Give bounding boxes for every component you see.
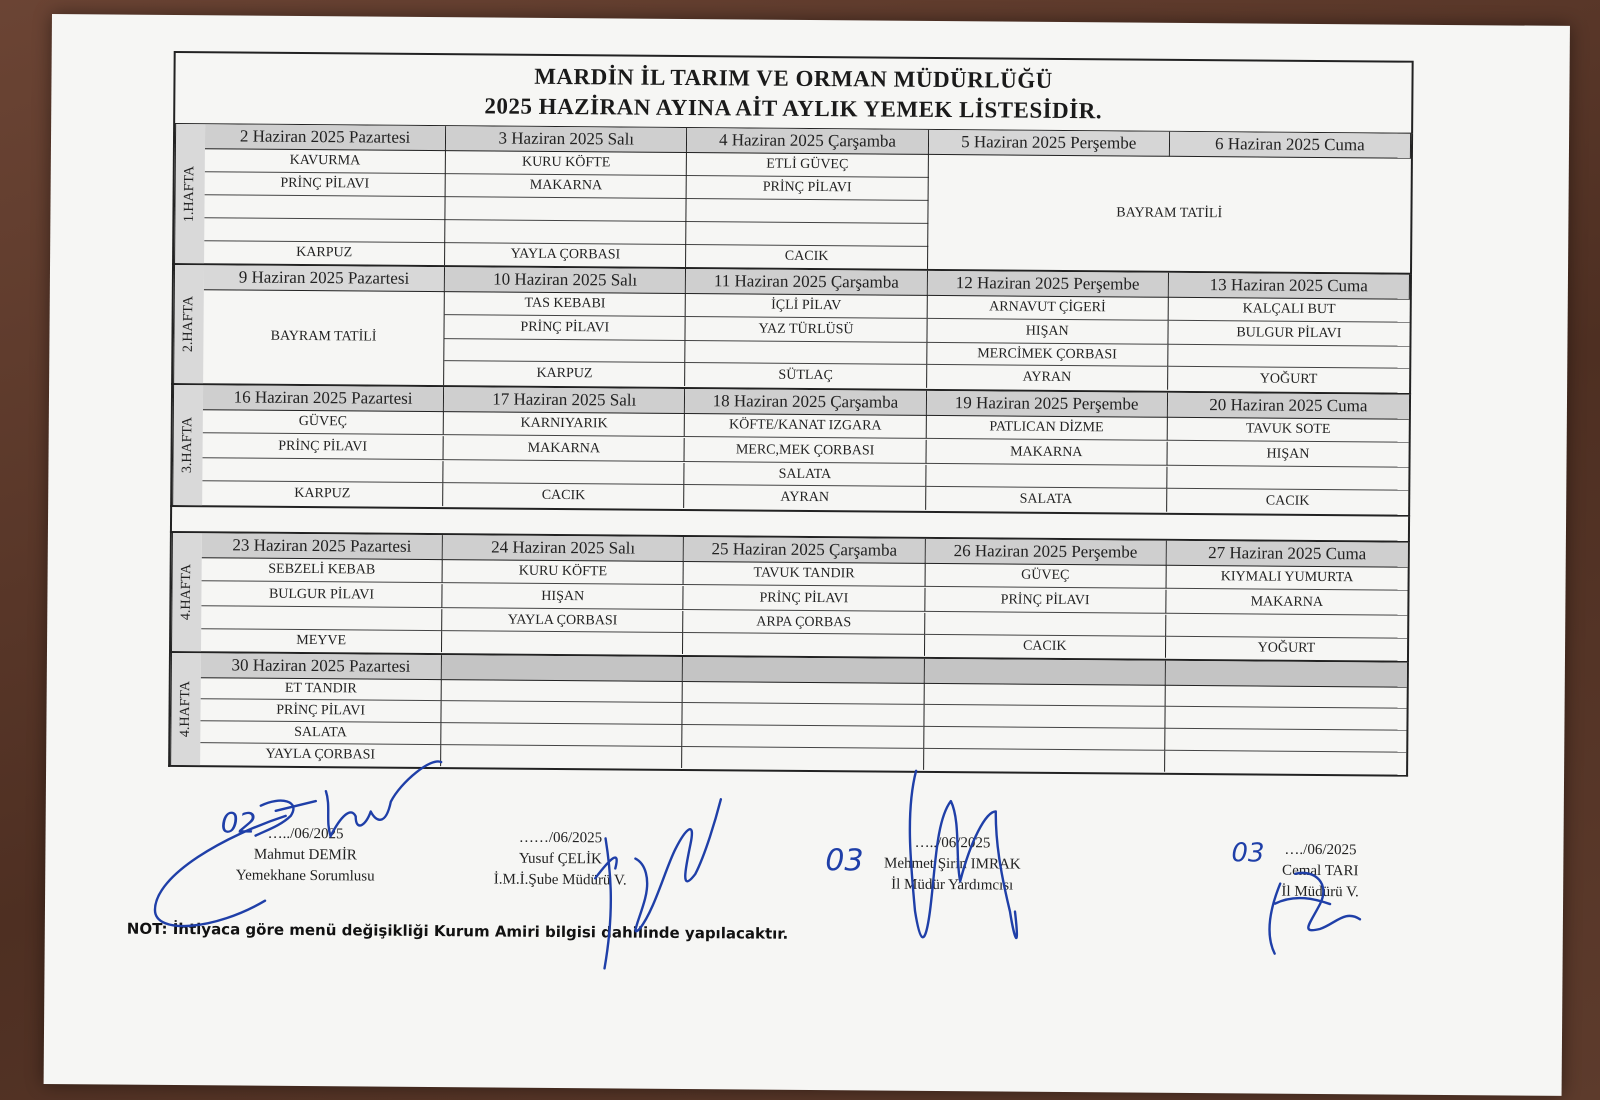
menu-cell-empty xyxy=(442,679,683,703)
menu-cell: PRİNÇ PİLAVI xyxy=(925,588,1166,614)
menu-cell xyxy=(687,221,928,247)
menu-cell xyxy=(686,341,927,365)
menu-cell-empty xyxy=(441,745,682,768)
menu-cell: SÜTLAÇ xyxy=(685,363,926,388)
menu-cell: TAVUK TANDIR xyxy=(684,561,925,587)
menu-cell xyxy=(925,613,1166,637)
menu-cell: AYRAN xyxy=(685,485,926,510)
day-header: 17 Haziran 2025 Salı xyxy=(444,387,685,414)
menu-cell: İÇLİ PİLAV xyxy=(686,293,927,319)
week-4-table xyxy=(169,533,1410,663)
menu-cell: SALATA xyxy=(926,487,1167,512)
handwritten-date-1: 02 xyxy=(220,806,257,840)
menu-cell: GÜVEÇ xyxy=(203,409,444,435)
day-header: 20 Haziran 2025 Cuma xyxy=(1168,393,1409,420)
week-label: 3.HAFTA xyxy=(172,385,203,505)
menu-cell: PRİNÇ PİLAVI xyxy=(687,175,928,201)
day-header: 2 Haziran 2025 Pazartesi xyxy=(205,124,446,151)
day-header-empty xyxy=(683,657,924,684)
menu-cell: SALATA xyxy=(200,721,441,745)
menu-cell: PRİNÇ PİLAVI xyxy=(203,434,444,460)
menu-cell: MAKARNA xyxy=(446,173,687,199)
menu-cell-empty xyxy=(1165,707,1406,731)
menu-cell: AYRAN xyxy=(927,365,1168,390)
menu-cell: BULGUR PİLAVI xyxy=(201,582,442,608)
menu-cell: KARPUZ xyxy=(444,361,685,386)
menu-cell: TAS KEBABI xyxy=(445,291,686,317)
menu-cell: YAZ TÜRLÜSÜ xyxy=(686,317,927,343)
menu-cell xyxy=(202,459,443,483)
menu-cell-empty xyxy=(682,747,923,770)
day-header-empty xyxy=(1166,661,1407,688)
menu-cell xyxy=(204,194,445,220)
menu-cell: YAYLA ÇORBASI xyxy=(445,242,686,267)
week-label: 2.HAFTA xyxy=(173,265,204,383)
menu-cell xyxy=(445,219,686,245)
menu-cell: YAYLA ÇORBASI xyxy=(200,743,441,766)
day-header: 11 Haziran 2025 Çarşamba xyxy=(686,269,927,296)
day-header: 13 Haziran 2025 Cuma xyxy=(1169,273,1410,300)
signatory-name: Mehmet Şirin IMRAK xyxy=(883,855,1021,873)
menu-cell: MERC,MEK ÇORBASI xyxy=(685,438,926,464)
menu-cell xyxy=(204,217,445,243)
day-header: 3 Haziran 2025 Salı xyxy=(446,126,687,153)
menu-cell: CACIK xyxy=(925,635,1166,658)
week-2-table xyxy=(171,265,1412,395)
day-header: 10 Haziran 2025 Salı xyxy=(445,267,686,294)
menu-cell: GÜVEÇ xyxy=(925,563,1166,589)
menu-cell: PATLICAN DİZME xyxy=(926,415,1167,441)
menu-cell-empty xyxy=(924,705,1165,729)
menu-cell: HIŞAN xyxy=(443,584,684,610)
menu-cell xyxy=(201,607,442,631)
menu-cell-empty xyxy=(924,727,1165,751)
menu-cell xyxy=(444,461,685,485)
menu-cell: HIŞAN xyxy=(1167,442,1408,468)
week-1-table xyxy=(172,124,1413,275)
signatory-title: İl Müdür Yardımcısı xyxy=(891,876,1014,894)
menu-cell-empty xyxy=(441,723,682,747)
signatory-title: İl Müdürü V. xyxy=(1281,883,1359,901)
menu-cell: KIYMALI YUMURTA xyxy=(1166,565,1407,591)
handwritten-date-3: 03 xyxy=(1231,838,1265,869)
menu-cell: CACIK xyxy=(443,483,684,508)
signature-date: …./06/2025 xyxy=(1284,841,1357,859)
menu-cell: KAVURMA xyxy=(205,148,446,174)
holiday-cell: BAYRAM TATİLİ xyxy=(1116,204,1223,221)
signatory-title: Yemekhane Sorumlusu xyxy=(235,867,375,885)
menu-cell: MEYVE xyxy=(201,629,442,652)
title-line-1: MARDİN İL TARIM VE ORMAN MÜDÜRLÜĞÜ xyxy=(534,63,1053,93)
menu-cell-empty xyxy=(924,749,1165,772)
day-header: 16 Haziran 2025 Pazartesi xyxy=(203,385,444,412)
signature-1 xyxy=(205,823,405,888)
menu-sheet xyxy=(168,51,1414,777)
document-paper xyxy=(44,14,1570,1096)
menu-cell xyxy=(442,631,683,654)
menu-cell: SEBZELİ KEBAB xyxy=(202,557,443,583)
signature-date: …../06/2025 xyxy=(267,825,344,843)
menu-cell: BULGUR PİLAVI xyxy=(1168,321,1409,347)
menu-cell: MAKARNA xyxy=(926,440,1167,466)
signature-4 xyxy=(1225,839,1415,903)
day-header: 19 Haziran 2025 Perşembe xyxy=(926,391,1167,418)
signatory-name: Yusuf ÇELİK xyxy=(518,850,602,868)
signature-date: …../06/2025 xyxy=(914,834,991,852)
menu-cell: KARPUZ xyxy=(202,481,443,506)
menu-cell: KURU KÖFTE xyxy=(443,559,684,585)
menu-cell: ETLİ GÜVEÇ xyxy=(687,152,928,178)
holiday-cell: BAYRAM TATİLİ xyxy=(203,289,445,385)
menu-cell: PRİNÇ PİLAVI xyxy=(445,315,686,341)
handwritten-date-2: 03 xyxy=(825,843,864,879)
menu-cell: MERCİMEK ÇORBASI xyxy=(927,343,1168,367)
week-label: 1.HAFTA xyxy=(174,124,205,263)
menu-cell xyxy=(444,339,685,363)
day-header-empty xyxy=(442,655,683,682)
menu-cell: PRİNÇ PİLAVI xyxy=(205,171,446,197)
title-line-2: 2025 HAZİRAN AYINA AİT AYLIK YEMEK LİSTESİDİR. xyxy=(484,93,1103,124)
week-5-table xyxy=(168,653,1409,777)
day-header: 24 Haziran 2025 Salı xyxy=(443,535,684,562)
menu-cell: HIŞAN xyxy=(927,319,1168,345)
menu-cell: ARNAVUT ÇİGERİ xyxy=(927,295,1168,321)
day-header: 25 Haziran 2025 Çarşamba xyxy=(684,537,925,564)
menu-cell: SALATA xyxy=(685,463,926,487)
menu-cell: ARPA ÇORBAS xyxy=(684,611,925,635)
day-header: 4 Haziran 2025 Çarşamba xyxy=(687,128,928,155)
menu-cell-empty xyxy=(1165,685,1406,709)
menu-cell: KÖFTE/KANAT IZGARA xyxy=(685,413,926,439)
menu-cell-empty xyxy=(683,681,924,705)
menu-cell: TAVUK SOTE xyxy=(1167,417,1408,443)
menu-cell: YOĞURT xyxy=(1259,371,1318,387)
signature-block xyxy=(135,825,1396,925)
day-header-empty xyxy=(924,659,1165,686)
menu-cell xyxy=(1166,615,1407,639)
menu-cell: MAKARNA xyxy=(1166,590,1407,616)
menu-cell xyxy=(926,465,1167,489)
menu-cell: CACIK xyxy=(1265,493,1310,509)
signatory-name: Mahmut DEMİR xyxy=(253,846,357,864)
menu-cell: KARPUZ xyxy=(204,240,445,265)
day-header: 23 Haziran 2025 Pazartesi xyxy=(202,533,443,560)
menu-cell xyxy=(1168,345,1409,369)
day-header: 12 Haziran 2025 Perşembe xyxy=(927,271,1168,298)
menu-cell: KALÇALI BUT xyxy=(1168,297,1409,323)
menu-cell: PRİNÇ PİLAVI xyxy=(684,586,925,612)
menu-cell xyxy=(683,633,924,656)
menu-cell xyxy=(1167,467,1408,491)
day-header: 18 Haziran 2025 Çarşamba xyxy=(685,389,926,416)
signature-2 xyxy=(460,827,660,892)
menu-cell xyxy=(687,198,928,224)
menu-cell xyxy=(446,196,687,222)
menu-cell: KURU KÖFTE xyxy=(446,150,687,176)
week-label: 4.HAFTA xyxy=(171,533,202,651)
menu-cell: KARNIYARIK xyxy=(444,411,685,437)
menu-cell-empty xyxy=(683,703,924,727)
menu-cell: MAKARNA xyxy=(444,436,685,462)
day-header: 26 Haziran 2025 Perşembe xyxy=(925,539,1166,566)
menu-cell: YAYLA ÇORBASI xyxy=(442,609,683,633)
menu-cell: YOĞURT xyxy=(1257,640,1316,656)
week-3-table xyxy=(170,385,1411,517)
footer-note: NOT: İhtiyaca göre menü değişikliği Kurum Amiri bilgisi dahilinde yapılacaktır. xyxy=(126,919,789,943)
day-header: 6 Haziran 2025 Cuma xyxy=(1170,132,1411,159)
day-header: 30 Haziran 2025 Pazartesi xyxy=(201,653,442,680)
menu-cell-empty xyxy=(442,701,683,725)
menu-cell-empty xyxy=(683,725,924,749)
menu-cell-empty xyxy=(1165,729,1406,753)
menu-cell: PRİNÇ PİLAVI xyxy=(200,699,441,723)
signatory-title: İ.M.İ.Şube Müdürü V. xyxy=(493,871,627,889)
signatory-name: Cemal TARI xyxy=(1282,862,1359,880)
signature-date: ……/06/2025 xyxy=(518,829,603,847)
menu-cell: CACIK xyxy=(686,244,927,269)
menu-cell-empty xyxy=(924,683,1165,707)
signature-3 xyxy=(847,832,1057,897)
document-title xyxy=(173,51,1414,134)
day-header: 5 Haziran 2025 Perşembe xyxy=(929,130,1170,157)
menu-cell-empty xyxy=(1165,751,1406,774)
day-header: 27 Haziran 2025 Cuma xyxy=(1166,541,1407,568)
menu-cell: ET TANDIR xyxy=(201,677,442,701)
week-label: 4.HAFTA xyxy=(170,653,201,765)
day-header: 9 Haziran 2025 Pazartesi xyxy=(204,265,445,292)
